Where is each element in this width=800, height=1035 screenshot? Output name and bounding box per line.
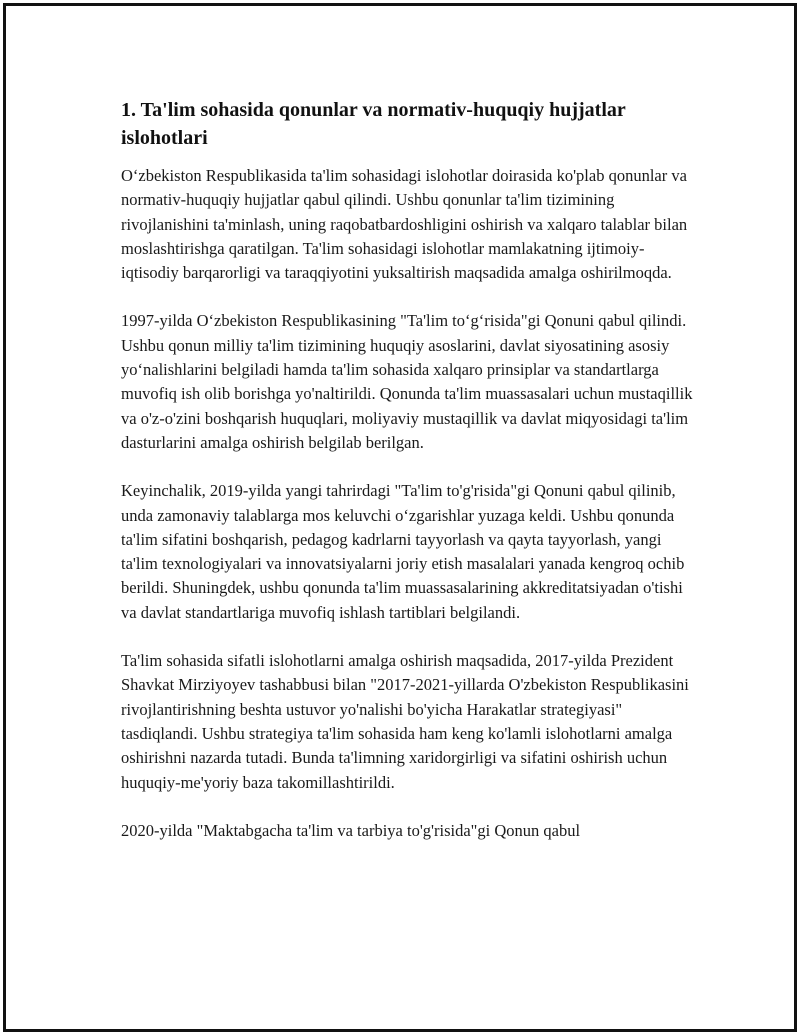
- paragraph-2019-law: Keyinchalik, 2019-yilda yangi tahrirdagi "Ta'lim to'g'risida"gi Qonuni qabul qilinib, unda zamonaviy talablarga mos keluvchi o‘zgarishlar yuzaga keldi. Ushbu qonunda ta'lim sifatini boshqarish, pedagog kadrlarni tayyorlash va qayta tayyorlash, yangi ta'lim texnologiyalari va innovatsiyalarni joriy etish masalalari yanada kengroq ochib berildi. Shuningdek, ushbu qonunda ta'lim muassasalarining akkreditatsiyadan o'tishi va davlat standartlariga muvofiq ishlash tartiblari belgilandi.: [121, 481, 685, 622]
- paragraph-intro: O‘zbekiston Respublikasida ta'lim sohasidagi islohotlar doirasida ko'plab qonunlar va normativ-huquqiy hujjatlar qabul qilindi. Ushbu qonunlar ta'lim tizimining rivojlanishini ta'minlash, uning raqobatbardoshligini oshirish va xalqaro talablar bilan moslashtirishga qaratilgan. Ta'lim sohasidagi islohotlar mamlakatning ijtimoiy-iqtisodiy barqarorligi va taraqqiyotini yuksaltirish maqsadida amalga oshirilmoqda.: [121, 166, 688, 283]
- paragraph-2020-law: 2020-yilda "Maktabgacha ta'lim va tarbiya to'g'risida"gi Qonun qabul: [121, 820, 581, 840]
- paragraph-1997-law: 1997-yilda O‘zbekiston Respublikasining "Ta'lim to‘g‘risida"gi Qonuni qabul qilindi. Ushbu qonun milliy ta'lim tizimining huquqiy asoslarini, davlat siyosatining asosiy yo‘nalishlarini belgiladi hamda ta'lim sohasida xalqaro prinsiplar va standartlarga muvofiq ish olib borishga yo'naltirildi. Qonunda ta'lim muassasalari uchun mustaqillik va o'z-o'zini boshqarish huquqlari, moliyaviy mustaqillik va davlat miqyosidagi ta'lim dasturlarini amalga oshirish belgilab berilgan.: [121, 311, 693, 452]
- section-heading: 1. Ta'lim sohasida qonunlar va normativ-huquqiy hujjatlar islohotlari: [121, 99, 626, 149]
- paragraph-action-strategy: Ta'lim sohasida sifatli islohotlarni amalga oshirish maqsadida, 2017-yilda Prezident Shavkat Mirziyoyev tashabbusi bilan "2017-2021-yillarda O'zbekiston Respublikasini rivojlantirishning beshta ustuvor yo'nalishi bo'yicha Harakatlar strategiyasi" tasdiqlandi. Ushbu strategiya ta'lim sohasida ham keng ko'lamli islohotlarni amalga oshirishni nazarda tutadi. Bunda ta'limning xaridorgirligi va sifatini oshirish uchun huquqiy-me'yoriy baza takomillashtirildi.: [121, 651, 689, 792]
- document-body: [121, 96, 701, 867]
- page-frame: [3, 3, 797, 1032]
